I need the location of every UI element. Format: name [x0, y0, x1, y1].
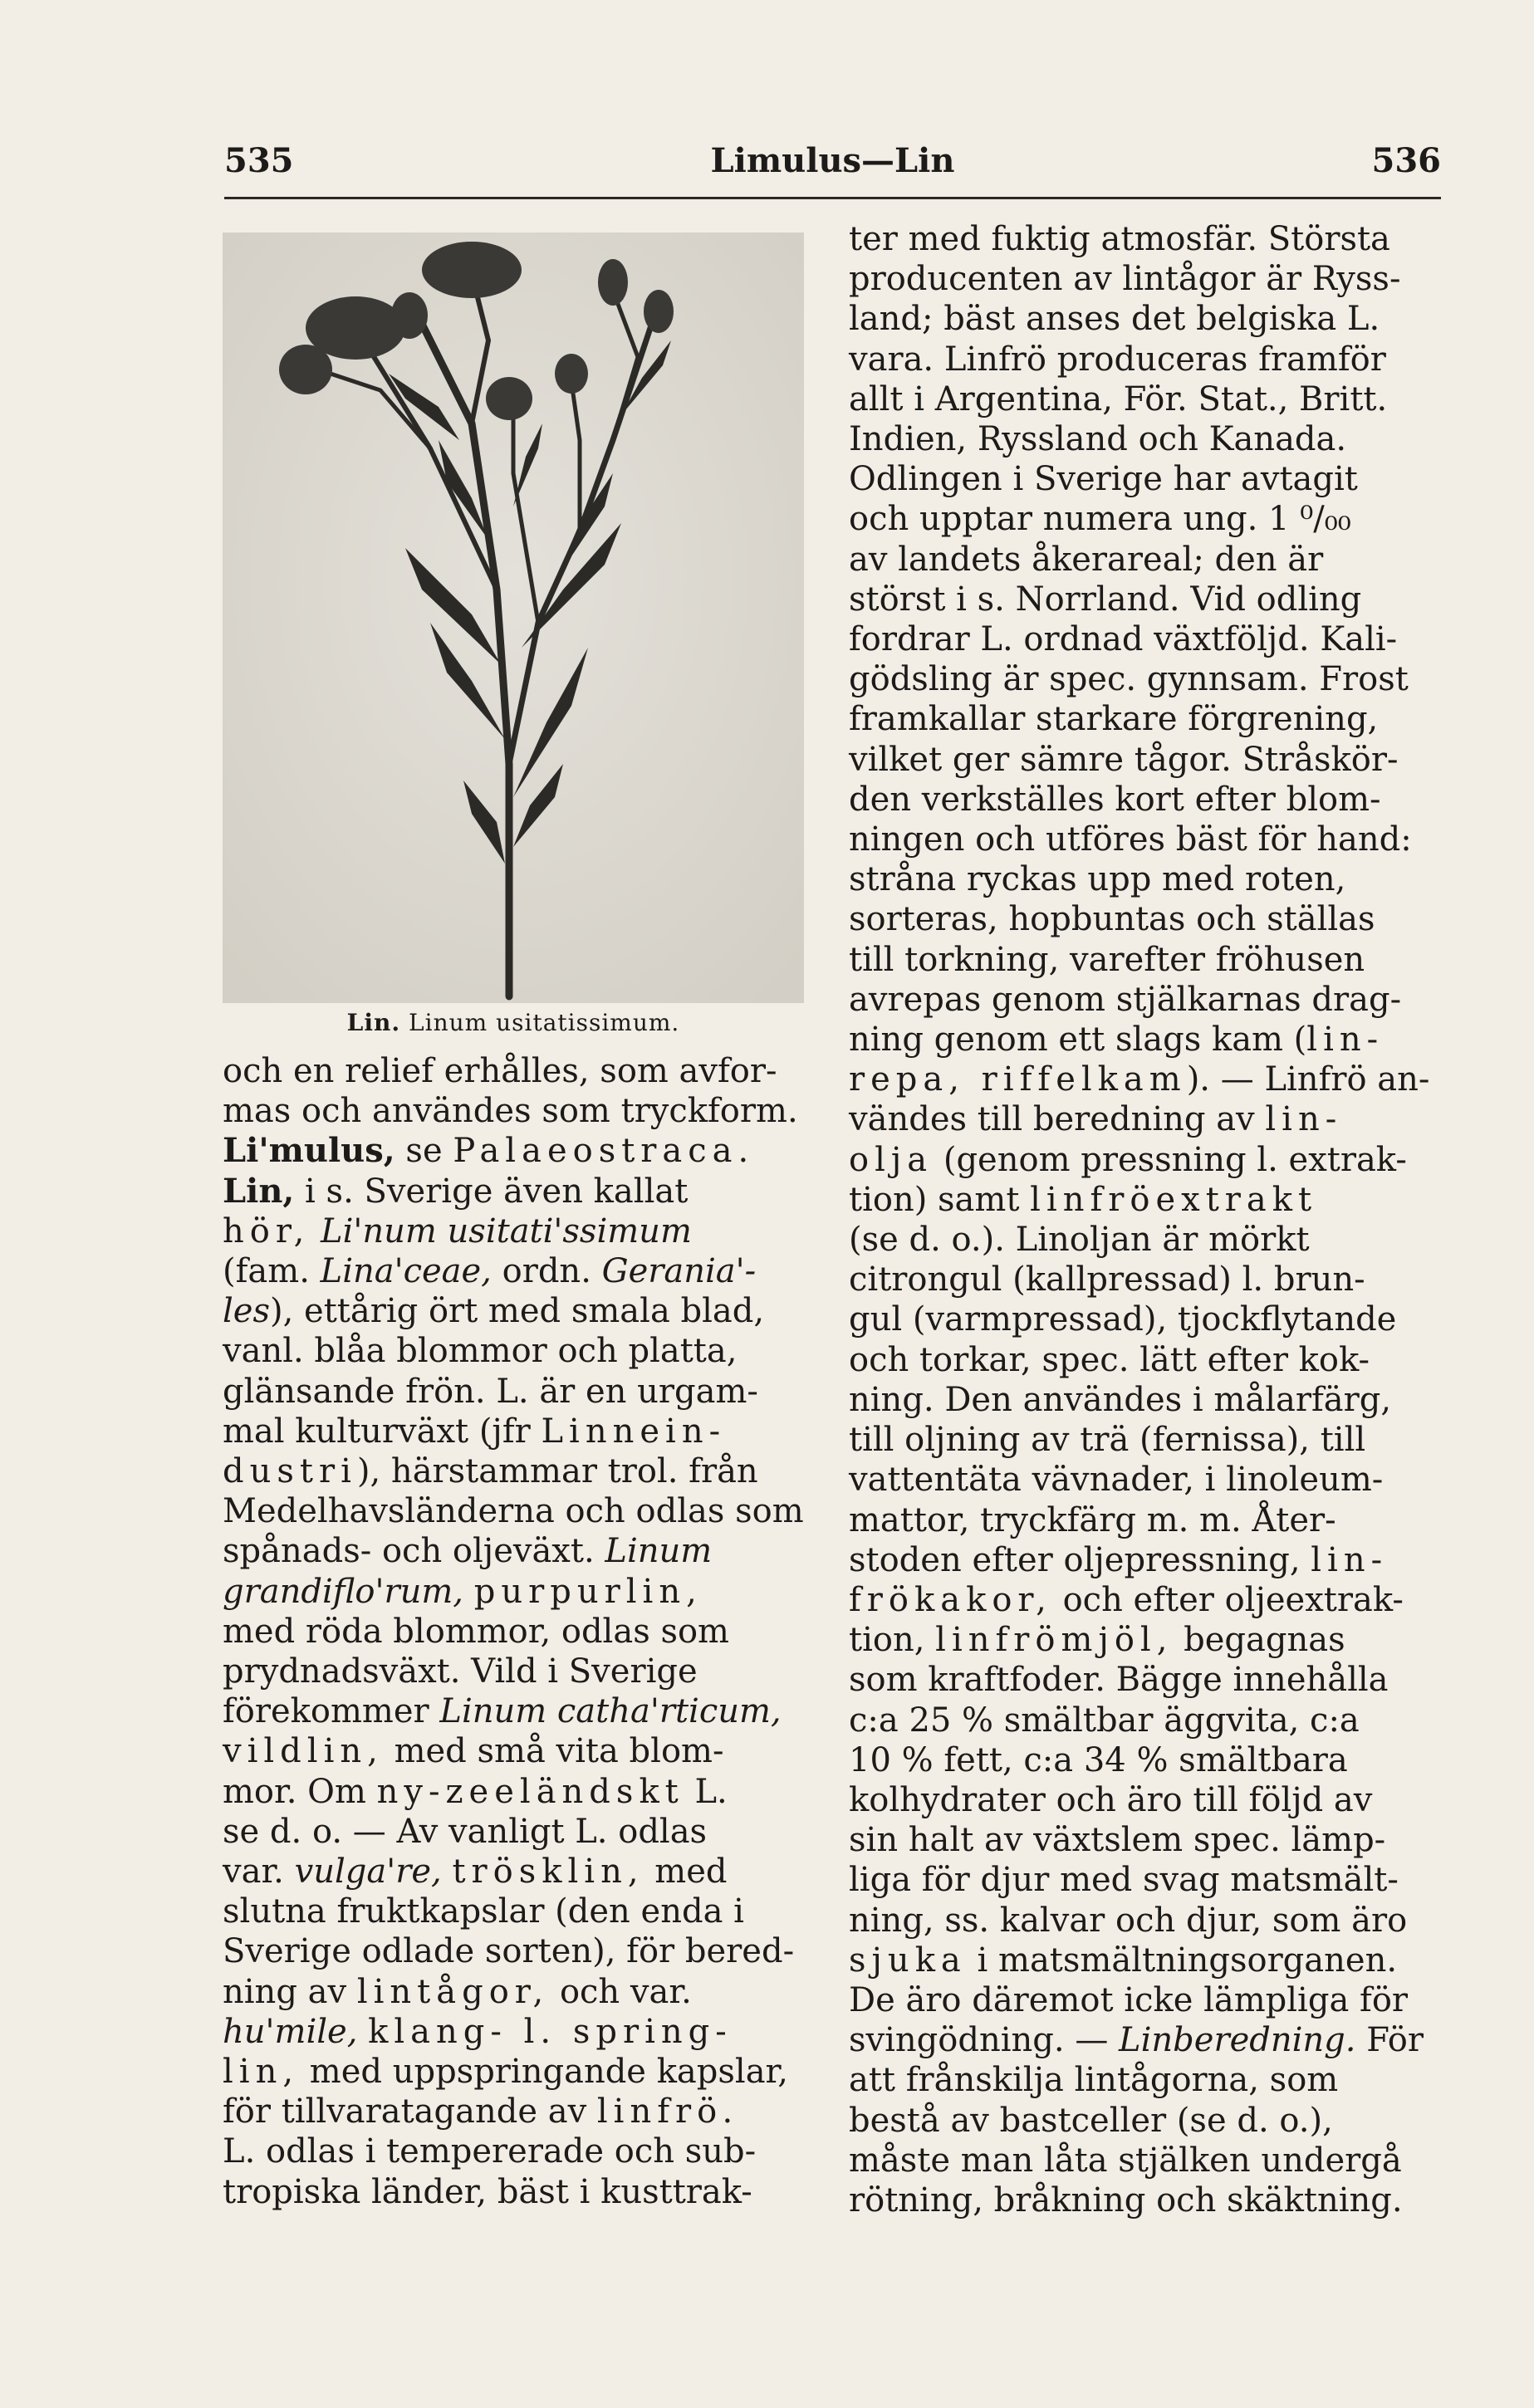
- text-line: (fam. Lina'ceae, ordn. Gerania'-: [223, 1252, 757, 1291]
- text-line: av landets åkerareal; den är: [849, 540, 1324, 579]
- text-line: ning, ss. kalvar och djur, som äro: [849, 1901, 1408, 1940]
- left-column: [223, 1051, 814, 2212]
- text-line: störst i s. Norrland. Vid odling: [849, 580, 1362, 619]
- text-line: dustri), härstammar trol. från: [223, 1452, 758, 1491]
- text-line: liga för djur med svag matsmält-: [849, 1861, 1399, 1900]
- bud-5: [598, 259, 628, 306]
- text-line: ning av lintågor, och var.: [223, 1972, 692, 2011]
- text-line: spånads- och oljeväxt. Linum: [223, 1532, 713, 1571]
- text-line: sorteras, hopbuntas och ställas: [849, 900, 1375, 939]
- text-line: med röda blommor, odlas som: [223, 1612, 729, 1651]
- flax-illustration: [223, 232, 804, 1003]
- text-line: olja (genom pressning l. extrak-: [849, 1140, 1407, 1179]
- figure-caption: [223, 1009, 804, 1036]
- text-line: mattor, tryckfärg m. m. Åter-: [849, 1500, 1336, 1539]
- text-line: Odlingen i Sverige har avtagit: [849, 460, 1358, 499]
- text-line: vilket ger sämre tågor. Stråskör-: [849, 740, 1399, 779]
- text-line: tion, linfrömjöl, begagnas: [849, 1621, 1345, 1660]
- text-line: och upptar numera ung. 1 ⁰/₀₀: [849, 500, 1351, 539]
- bud-2: [391, 292, 428, 339]
- text-line: Indien, Ryssland och Kanada.: [849, 420, 1347, 459]
- text-line: producenten av lintågor är Ryss-: [849, 260, 1401, 299]
- text-line: måste man låta stjälken undergå: [849, 2141, 1402, 2180]
- text-line: bestå av bastceller (se d. o.),: [849, 2101, 1333, 2140]
- text-line: för tillvaratagande av linfrö.: [223, 2092, 739, 2131]
- caption-label: Lin.: [346, 1009, 401, 1036]
- text-line: frökakor, och efter oljeextrak-: [849, 1580, 1404, 1619]
- text-line: Medelhavsländerna och odlas som: [223, 1492, 804, 1531]
- text-line: citrongul (kallpressad) l. brun-: [849, 1260, 1365, 1299]
- text-line: L. odlas i tempererade och sub-: [223, 2132, 757, 2171]
- text-line: rötning, bråkning och skäktning.: [849, 2180, 1403, 2220]
- text-line: vara. Linfrö produceras framför: [849, 340, 1386, 379]
- entry-lin: Lin, i s. Sverige även kallat: [223, 1171, 689, 1211]
- text-line: hu'mile, klang- l. spring-: [223, 2012, 733, 2051]
- text-line: se d. o. — Av vanligt L. odlas: [223, 1812, 708, 1851]
- text-line: vändes till beredning av lin-: [849, 1100, 1343, 1139]
- text-line: De äro däremot icke lämpliga för: [849, 1980, 1409, 2019]
- entry-limulus: Li'mulus, se Palaeostraca.: [223, 1131, 755, 1171]
- running-header: [224, 131, 1441, 189]
- right-column: [849, 219, 1442, 2220]
- header-rule: [224, 197, 1441, 199]
- text-line: fordrar L. ordnad växtföljd. Kali-: [849, 620, 1398, 659]
- text-line: stråna ryckas upp med roten,: [849, 860, 1346, 899]
- caption-species: Linum usitatissimum.: [409, 1009, 680, 1036]
- text-line: gödsling är spec. gynnsam. Frost: [849, 660, 1409, 699]
- text-line: som kraftfoder. Bägge innehålla: [849, 1661, 1389, 1700]
- text-line: repa, riffelkam). — Linfrö an-: [849, 1060, 1430, 1099]
- text-line: hör, Li'num usitati'ssimum: [223, 1211, 692, 1250]
- headword-lin: Lin,: [223, 1171, 295, 1211]
- text-line: till oljning av trä (fernissa), till: [849, 1421, 1366, 1460]
- text-line: förekommer Linum catha'rticum,: [223, 1692, 782, 1731]
- text-line: mas och användes som tryckform.: [223, 1092, 798, 1131]
- text-line: var. vulga're, trösklin, med: [223, 1852, 728, 1892]
- text-line: sin halt av växtslem spec. lämp-: [849, 1821, 1386, 1860]
- text-line: och en relief erhålles, som avfor-: [223, 1052, 777, 1090]
- text-line: avrepas genom stjälkarnas drag-: [849, 980, 1402, 1019]
- text-line: allt i Argentina, För. Stat., Britt.: [849, 379, 1388, 418]
- text-line: mal kulturväxt (jfr Linnein-: [223, 1412, 727, 1451]
- text-line: stoden efter oljepressning, lin-: [849, 1540, 1389, 1579]
- text-line: tropiska länder, bäst i kusttrak-: [223, 2172, 752, 2211]
- bud-4: [555, 354, 588, 394]
- text-line: tion) samt linfröextrakt: [849, 1180, 1318, 1219]
- flower-2: [422, 242, 522, 298]
- text-line: och torkar, spec. lätt efter kok-: [849, 1340, 1370, 1379]
- header-title: Limulus—Lin: [710, 141, 955, 180]
- text-line: mor. Om ny-zeeländskt L.: [223, 1772, 728, 1811]
- text-line: vildlin, med små vita blom-: [223, 1732, 724, 1771]
- text-line: ningen och utföres bäst för hand:: [849, 820, 1412, 859]
- text-line: framkallar starkare förgrening,: [849, 700, 1379, 739]
- text-line: grandiflo'rum, purpurlin,: [223, 1572, 703, 1611]
- text-line: ning. Den användes i målarfärg,: [849, 1380, 1392, 1419]
- cross-reference: Palaeostraca.: [453, 1132, 755, 1171]
- text-line: 10 % fett, c:a 34 % smältbara: [849, 1740, 1348, 1779]
- text-line: Sverige odlade sorten), för bered-: [223, 1932, 795, 1971]
- page-number-right: 536: [1371, 141, 1441, 180]
- text-line: ter med fuktig atmosfär. Största: [849, 220, 1390, 258]
- text-line: kolhydrater och äro till följd av: [849, 1780, 1373, 1819]
- text-line: c:a 25 % smältbar äggvita, c:a: [849, 1701, 1360, 1740]
- text-line: lin, med uppspringande kapslar,: [223, 2053, 788, 2092]
- bud-6: [644, 290, 674, 333]
- text-line: ning genom ett slags kam (lin-: [849, 1020, 1385, 1060]
- bud-1: [279, 345, 332, 394]
- text-line: prydnadsväxt. Vild i Sverige: [223, 1652, 698, 1691]
- text-line: les), ettårig ört med smala blad,: [223, 1292, 765, 1331]
- text-line: (se d. o.). Linoljan är mörkt: [849, 1221, 1310, 1260]
- text-line: land; bäst anses det belgiska L.: [849, 300, 1380, 339]
- text-line: svingödning. — Linberedning. För: [849, 2021, 1424, 2060]
- bud-3: [486, 377, 532, 420]
- headword-limulus: Li'mulus,: [223, 1131, 395, 1171]
- page-number-left: 535: [224, 141, 294, 180]
- text-line: sjuka i matsmältningsorganen.: [849, 1941, 1398, 1980]
- text-line: vattentäta vävnader, i linoleum-: [849, 1461, 1384, 1500]
- text-line: gul (varmpressad), tjockflytande: [849, 1300, 1397, 1339]
- text-line: att frånskilja lintågorna, som: [849, 2061, 1339, 2100]
- text-line: till torkning, varefter fröhusen: [849, 940, 1365, 979]
- text-line: glänsande frön. L. är en urgam-: [223, 1372, 758, 1411]
- text-line: vanl. blåa blommor och platta,: [223, 1332, 738, 1371]
- text-line: slutna fruktkapslar (den enda i: [223, 1892, 744, 1931]
- text-line: den verkställes kort efter blom-: [849, 780, 1381, 819]
